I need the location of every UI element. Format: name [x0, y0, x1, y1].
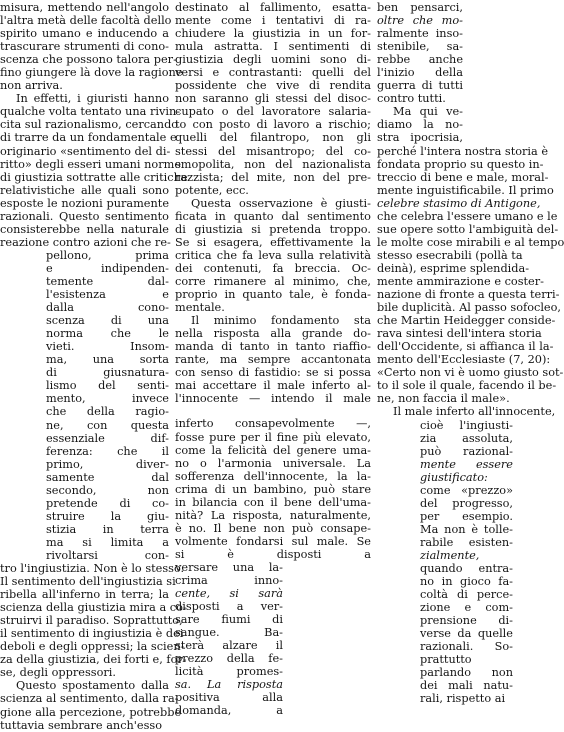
text-line: dalla cono- — [46, 301, 169, 315]
text-line: sare fiumi di — [175, 613, 283, 627]
text-line: esposte le nozioni puramente — [0, 196, 169, 210]
text-line: mento, invece — [46, 392, 169, 406]
text-line: struirvi il paradiso. Soprattutto, — [0, 614, 183, 628]
text-line: pellono, prima — [46, 248, 169, 262]
text-column-3 — [377, 1, 564, 706]
text-line: norma che le — [46, 327, 169, 341]
text-line: deinà), esprime splendida- — [377, 261, 530, 275]
text-line: struire la giu- — [46, 509, 169, 523]
text-line: rava sintesi dell'intera storia — [377, 327, 542, 341]
text-line: mente inguistificabile. Il primo — [377, 183, 554, 197]
text-line: di giustizia si pretenda troppo. — [175, 222, 371, 236]
text-line: ritto» degli esseri umani norme — [0, 157, 182, 171]
text-line: parlando non — [420, 666, 513, 680]
text-line: vieti. Insom- — [46, 340, 169, 354]
text-line: scenza di una — [46, 314, 169, 328]
text-line: misura, mettendo nell'angolo — [0, 1, 169, 14]
text-line: manda di tanto in tanto riaffio- — [175, 340, 371, 354]
text-line: mente ammirazione e coster- — [377, 274, 544, 288]
text-line: si è disposti a — [175, 547, 371, 561]
text-line: verse da quelle — [420, 627, 513, 641]
text-line: mento dell'Ecclesiaste (7, 20): — [377, 353, 551, 367]
text-line: se, degli oppressori. — [0, 666, 116, 680]
text-line: rivoltarsi con- — [46, 548, 169, 562]
text-line: di trarre da un fondamentale e — [0, 131, 177, 145]
text-line: Il minimo fondamento sta — [191, 314, 371, 328]
text-line: mente come i tentativi di ra- — [175, 14, 371, 28]
text-line: rali, rispetto ai — [420, 692, 506, 706]
column-2-top-block — [175, 1, 371, 405]
text-line: Il male inferto all'innocente, — [393, 405, 556, 419]
text-line: rabile esisten- — [420, 535, 513, 549]
text-line: Ma non è tolle- — [420, 522, 513, 536]
text-line: l'esistenza e — [46, 288, 169, 302]
text-line: crima inno- — [175, 574, 283, 588]
text-line: l'altra metà delle facoltà dello — [0, 14, 172, 28]
text-line: è no. Il bene non può consape- — [175, 521, 371, 535]
text-line: mentale. — [175, 301, 225, 315]
text-line: domanda, a — [175, 704, 283, 718]
text-line: Questa osservazione è giusti- — [191, 196, 371, 210]
text-line: fosse pure per il fine più elevato, — [175, 430, 371, 444]
text-line: diamo la no- — [377, 118, 463, 132]
text-line: prezzo della fe- — [175, 652, 283, 666]
text-line: che celebra l'essere umano e le — [377, 209, 558, 223]
text-line: proprio in quanto tale, è fonda- — [175, 288, 371, 302]
text-line: Il sentimento dell'ingiustizia si — [0, 575, 176, 589]
text-line: stizia in terra — [46, 522, 169, 536]
text-line: sterà alzare il — [175, 639, 283, 653]
text-line: sa. La risposta — [175, 678, 283, 692]
text-line: ne, non faccia il male». — [377, 392, 510, 406]
text-line: quelli del filantropo, non gli — [175, 131, 371, 145]
text-line: Se si esagera, effettivamente la — [175, 235, 371, 249]
text-line: deboli e degli oppressi; la scien- — [0, 640, 185, 654]
text-line: smopolita, non del nazionalista — [175, 157, 371, 171]
text-line: nità? La risposta, naturalmente, — [175, 508, 371, 522]
text-line: inferto consapevolmente —, — [175, 417, 371, 431]
text-line: stra ipocrisia, — [377, 131, 463, 145]
text-line: stesso esecrabili (pollà ta — [377, 248, 523, 262]
text-line: scienza della giustizia mira a co- — [0, 601, 187, 615]
text-line: lismo del senti- — [46, 379, 169, 393]
text-line: dei mali natu- — [420, 679, 513, 693]
text-line: rante, ma sempre accantonata — [175, 353, 371, 367]
text-line: razzista; del mite, non del pre- — [175, 170, 371, 184]
text-line: zia assoluta, — [420, 431, 513, 445]
text-line: ma, una sorta — [46, 353, 169, 367]
text-line: qualche volta tentato una rivin- — [0, 105, 181, 119]
text-line: samente dal — [46, 470, 169, 484]
text-line: fino giungere là dove la ragione — [0, 66, 183, 80]
text-line: zialmente, — [420, 548, 480, 562]
text-line: stessi del misantropo; del co- — [175, 144, 371, 158]
text-line: no in gioco fa- — [420, 575, 513, 589]
text-line: cita sul razionalismo, cercando — [0, 118, 179, 132]
text-line: tuttavia sembrare anch'esso — [0, 718, 162, 732]
text-line: cioè l'ingiusti- — [420, 418, 513, 432]
text-line: che Martin Heidegger conside- — [377, 314, 556, 328]
text-line: nella risposta alla grande do- — [175, 327, 371, 341]
text-line: temente dal- — [46, 274, 169, 288]
column-3-top-block — [377, 1, 463, 145]
text-line: mula astratta. I sentimenti di — [175, 40, 371, 54]
text-line: primo, diver- — [46, 457, 169, 471]
column-1-narrow-block — [46, 249, 169, 562]
text-line: trascurare strumenti di cono- — [0, 40, 169, 54]
column-2-mid-block — [175, 417, 371, 561]
text-line: to il sole il quale, facendo il be- — [377, 379, 557, 393]
text-line: zione e com- — [420, 601, 513, 615]
text-line: ficata in quanto dal sentimento — [175, 209, 371, 223]
text-line: scenza che possono talora per- — [0, 53, 177, 67]
text-line: pretende di co- — [46, 496, 169, 510]
text-line: le molte cose mirabili e al tempo — [377, 235, 564, 249]
text-line: come «prezzo» — [420, 483, 513, 497]
text-line: ne, con questa — [46, 418, 169, 432]
text-line: Questo spostamento dalla — [16, 679, 169, 693]
column-3-full-block — [377, 144, 564, 419]
text-line: destinato al fallimento, esatta- — [175, 1, 371, 14]
text-line: che della ragio- — [46, 405, 169, 419]
column-1-bottom-block — [0, 562, 187, 732]
text-line: rebbe anche — [377, 53, 463, 67]
text-line: gione alla percezione, potrebbe — [0, 705, 182, 719]
text-line: del progresso, — [420, 496, 513, 510]
text-column-2 — [175, 1, 371, 718]
text-line: giustizia degli uomini sono di- — [175, 53, 371, 67]
text-line: chiudere la giustizia in un for- — [175, 27, 371, 41]
text-line: celebre stasimo di Antigone, — [377, 196, 541, 210]
text-line: crima di un bambino, può stare — [175, 482, 371, 496]
text-line: consisterebbe nella naturale — [0, 222, 169, 236]
text-line: spirito umano e inducendo a — [0, 27, 169, 41]
text-line: to con posto di lavoro a rischio; — [175, 118, 371, 132]
text-line: non arriva. — [0, 79, 63, 93]
text-line: quando entra- — [420, 562, 513, 576]
text-line: tro l'ingiustizia. Non è lo stesso. — [0, 562, 185, 576]
text-line: prattutto — [420, 653, 472, 667]
text-line: e indipenden- — [46, 261, 169, 275]
text-line: volmente fondarsi sul male. Se — [175, 534, 371, 548]
text-line: Ma qui ve- — [393, 105, 463, 119]
text-line: licità promes- — [175, 665, 283, 679]
text-line: mai accettare il male inferto al- — [175, 379, 371, 393]
text-line: positiva alla — [175, 691, 283, 705]
text-line: no o l'armonia universale. La — [175, 456, 371, 470]
text-line: secondo, non — [46, 483, 169, 497]
text-line: stenibile, sa- — [377, 40, 463, 54]
text-line: giustificato: — [420, 470, 488, 484]
text-line: prensione di- — [420, 614, 513, 628]
text-line: potente, ecc. — [175, 183, 249, 197]
text-line: non saranno gli stessi del disoc- — [175, 92, 371, 106]
text-line: cupato o del lavoratore salaria- — [175, 105, 371, 119]
text-line: l'innocente — intendo il male — [175, 392, 371, 406]
column-3-narrow-block — [420, 419, 513, 706]
text-line: razionali. So- — [420, 640, 513, 654]
text-line: disposti a ver- — [175, 600, 283, 614]
text-line: di giustizia sottratte alle critiche — [0, 170, 188, 184]
text-line: razionali. Questo sentimento — [0, 209, 169, 223]
text-line: scienza al sentimento, dalla ra- — [0, 692, 179, 706]
text-line: essenziale dif- — [46, 431, 169, 445]
text-line: contro tutti. — [377, 92, 446, 106]
text-line: con senso di fastidio: se si possa — [175, 366, 371, 380]
text-column-1 — [0, 1, 188, 732]
text-line: sangue. Ba- — [175, 626, 283, 640]
text-line: critica che fa leva sulla relatività — [175, 248, 371, 262]
text-line: versare una la- — [175, 560, 283, 574]
text-line: nazione di fronte a questa terri- — [377, 288, 560, 302]
text-line: fondata proprio su questo in- — [377, 157, 544, 171]
text-line: dei contenuti, fa breccia. Oc- — [175, 261, 371, 275]
text-line: ralmente inso- — [377, 27, 463, 41]
text-line: in bilancia con il bene dell'uma- — [175, 495, 371, 509]
text-line: In effetti, i giuristi hanno — [16, 92, 169, 106]
text-line: coltà di perce- — [420, 588, 513, 602]
text-line: corre rimanere al minimo, che, — [175, 274, 371, 288]
text-line: reazione contro azioni che re- — [0, 235, 171, 249]
text-line: «Certo non vi è uomo giusto sot- — [377, 366, 564, 380]
text-line: originario «sentimento del di- — [0, 144, 171, 158]
text-line: ribella all'inferno in terra; la — [0, 588, 169, 602]
column-gap — [175, 405, 371, 417]
text-line: di giusnatura- — [46, 366, 169, 380]
text-line: perché l'intera nostra storia è — [377, 144, 549, 158]
column-1-top-block — [0, 1, 188, 249]
text-line: dell'Occidente, si affianca il la- — [377, 340, 554, 354]
text-line: sofferenza dell'innocente, la la- — [175, 469, 371, 483]
text-line: relativistiche alle quali sono — [0, 183, 169, 197]
text-line: ben pensarci, — [377, 1, 463, 14]
text-line: il sentimento di ingiustizia è dei — [0, 627, 184, 641]
text-line: come la felicità del genere uma- — [175, 443, 371, 457]
text-line: sue opere sotto l'ambiguità del- — [377, 222, 559, 236]
text-line: treccio di bene e male, moral- — [377, 170, 549, 184]
text-line: l'inizio della — [377, 66, 463, 80]
text-line: za della giustizia, dei forti e, for- — [0, 653, 187, 667]
text-line: oltre che mo- — [377, 14, 463, 28]
text-line: mente essere — [420, 457, 513, 471]
text-line: cente, si sarà — [175, 587, 283, 601]
text-line: versi e contrastanti: quelli del — [175, 66, 371, 80]
column-2-narrow-block — [175, 561, 283, 718]
text-line: ma si limita a — [46, 535, 169, 549]
text-line: ferenza: che il — [46, 444, 169, 458]
text-line: guerra di tutti — [377, 79, 463, 93]
text-line: possidente che vive di rendita — [175, 79, 371, 93]
text-line: può razional- — [420, 444, 513, 458]
text-line: per esempio. — [420, 509, 513, 523]
text-line: bile duplicità. Al passo sofocleo, — [377, 301, 562, 315]
